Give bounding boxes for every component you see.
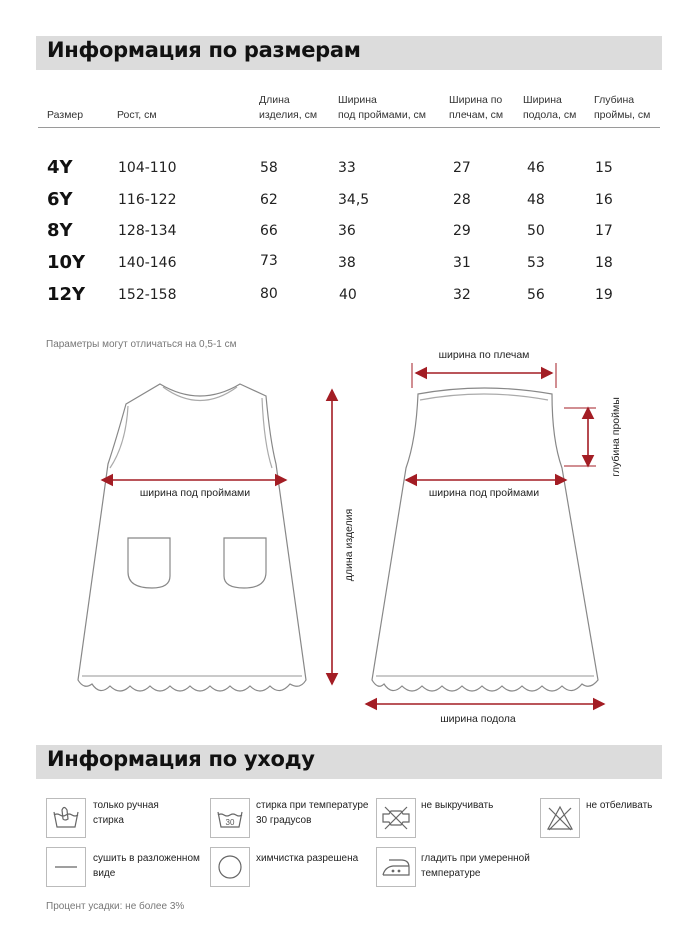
length-cell: 66: [260, 223, 278, 239]
armhole-width-cell: 40: [339, 287, 357, 303]
shoulder-width-cell: 31: [453, 255, 471, 271]
header-length: Длина изделия, см: [259, 94, 318, 121]
size-tolerance-note: Параметры могут отличаться на 0,5-1 см: [46, 339, 237, 350]
header-armhole-depth: Глубина проймы, см: [594, 94, 651, 121]
hem-width-cell: 50: [527, 223, 545, 239]
size-cell: 8Y: [47, 220, 73, 241]
hem-width-cell: 48: [527, 192, 545, 208]
length-cell: 73: [260, 253, 278, 269]
armhole-depth-cell: 15: [595, 160, 613, 176]
header-size: Размер: [47, 109, 84, 121]
header-armhole-width: Ширина под проймами, см: [338, 94, 427, 121]
armhole-width-cell: 33: [338, 160, 356, 176]
front-armhole-width-label: ширина под проймами: [139, 487, 251, 499]
shoulder-width-cell: 29: [453, 223, 471, 239]
left-pocket: [128, 538, 170, 588]
armhole-width-cell: 34,5: [338, 192, 370, 208]
care-dry-flat-text: сушить в разложенном виде: [93, 853, 200, 879]
garment-diagram: [0, 340, 698, 740]
shoulder-width-cell: 28: [453, 192, 471, 208]
height-cell: 104-110: [118, 160, 177, 176]
care-section-title: Информация по уходу: [47, 747, 315, 771]
wash-30-icon: [210, 798, 250, 838]
sizes-section-title: Информация по размерам: [47, 38, 361, 62]
length-cell: 62: [260, 192, 278, 208]
no-wring-icon: [376, 798, 416, 838]
hem-width-cell: 56: [527, 287, 545, 303]
hem-width-label: ширина подола: [440, 713, 516, 725]
right-pocket: [224, 538, 266, 588]
no-bleach-icon: [540, 798, 580, 838]
armhole-depth-cell: 16: [595, 192, 613, 208]
header-height: Рост, см: [117, 109, 157, 121]
hem-width-cell: 53: [527, 255, 545, 271]
iron-medium-icon: [376, 847, 416, 887]
size-cell: 12Y: [47, 284, 86, 305]
care-no-bleach-text: не отбеливать: [586, 800, 653, 811]
armhole-depth-cell: 17: [595, 223, 613, 239]
care-no-wring-text: не выкручивать: [421, 800, 494, 811]
dry-flat-icon: [46, 847, 86, 887]
care-dry-clean-text: химчистка разрешена: [256, 853, 359, 864]
wash-temperature-label: 30: [225, 818, 235, 827]
care-wash-30-text: стирка при температуре 30 градусов: [256, 800, 369, 826]
shoulder-width-cell: 27: [453, 160, 471, 176]
armhole-width-cell: 38: [338, 255, 356, 271]
hem-width-cell: 46: [527, 160, 545, 176]
size-cell: 10Y: [47, 252, 86, 273]
front-dress: [78, 384, 306, 691]
armhole-depth-cell: 19: [595, 287, 613, 303]
sizes-section-banner: [36, 36, 662, 70]
garment-length-label: длина изделия: [343, 508, 355, 582]
header-shoulder-width: Ширина по плечам, см: [449, 94, 504, 121]
length-cell: 80: [260, 286, 278, 302]
size-cell: 4Y: [47, 157, 73, 178]
armhole-depth-label: глубина проймы: [610, 397, 622, 477]
care-hand-wash-text: только ручная стирка: [93, 800, 159, 826]
shoulder-width-label: ширина по плечам: [438, 349, 530, 361]
hand-wash-icon: [46, 798, 86, 838]
care-iron-medium-text: гладить при умеренной температуре: [421, 853, 530, 879]
armhole-depth-cell: 18: [595, 255, 613, 271]
height-cell: 128-134: [118, 223, 177, 239]
length-cell: 58: [260, 160, 278, 176]
height-cell: 116-122: [118, 192, 177, 208]
shoulder-width-cell: 32: [453, 287, 471, 303]
back-armhole-width-label: ширина под проймами: [428, 487, 540, 499]
armhole-width-cell: 36: [338, 223, 356, 239]
back-dress: [372, 388, 598, 691]
care-section-banner: [36, 745, 662, 779]
dry-clean-icon: [210, 847, 250, 887]
height-cell: 152-158: [118, 287, 177, 303]
size-cell: 6Y: [47, 189, 73, 210]
header-hem-width: Ширина подола, см: [523, 94, 577, 121]
height-cell: 140-146: [118, 255, 177, 271]
table-header-divider: [38, 127, 660, 128]
shrinkage-note: Процент усадки: не более 3%: [46, 901, 185, 912]
